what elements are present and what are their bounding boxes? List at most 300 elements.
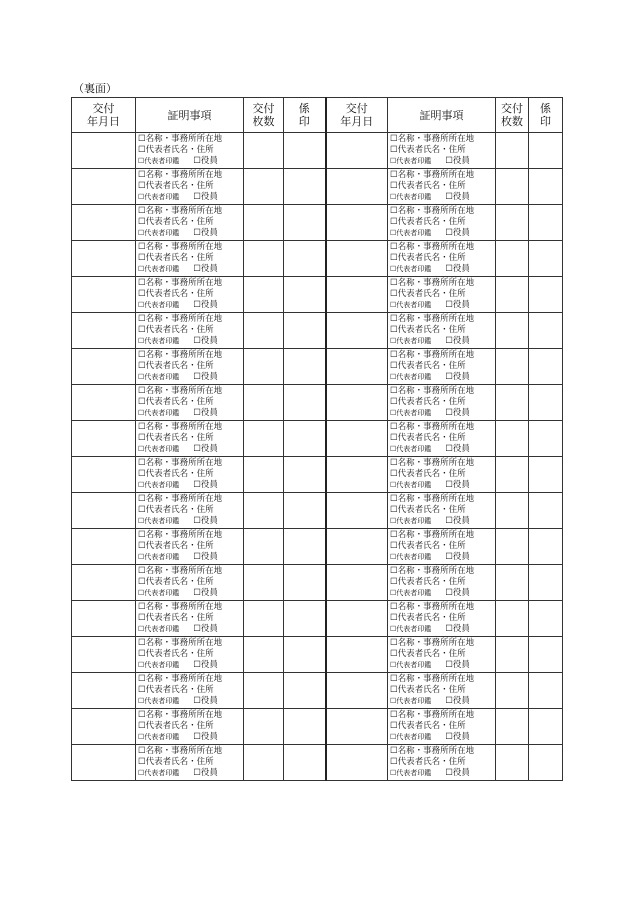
- option-representative[interactable]: ☐代表者氏名・住所: [138, 289, 214, 299]
- clerk-seal-cell[interactable]: [284, 565, 326, 601]
- option-rep-seal[interactable]: ☐代表者印鑑: [138, 733, 180, 741]
- certificate-items-cell[interactable]: [136, 745, 244, 781]
- delivery-date-cell[interactable]: [72, 601, 136, 637]
- delivery-date-cell[interactable]: [72, 133, 136, 169]
- certificate-items-cell[interactable]: [136, 133, 244, 169]
- option-officer[interactable]: ☐役員: [445, 516, 470, 526]
- table-row: [72, 241, 563, 277]
- option-officer[interactable]: ☐役員: [445, 408, 470, 418]
- option-representative[interactable]: ☐代表者氏名・住所: [390, 757, 466, 767]
- option-officer[interactable]: ☐役員: [445, 192, 470, 202]
- certificate-items-cell[interactable]: [136, 277, 244, 313]
- option-name-address[interactable]: ☐名称・事務所所在地: [138, 746, 223, 756]
- clerk-seal-cell[interactable]: [284, 709, 326, 745]
- delivery-date-cell[interactable]: [72, 673, 136, 709]
- copies-cell[interactable]: [496, 241, 529, 277]
- delivery-date-cell[interactable]: [326, 349, 388, 385]
- table-row: [72, 457, 563, 493]
- option-name-address[interactable]: ☐名称・事務所所在地: [138, 638, 223, 648]
- option-representative[interactable]: ☐代表者氏名・住所: [138, 541, 214, 551]
- header-copies-left: 交付 枚数: [244, 98, 284, 133]
- option-representative[interactable]: ☐代表者氏名・住所: [138, 613, 214, 623]
- delivery-date-cell[interactable]: [72, 493, 136, 529]
- option-rep-seal[interactable]: ☐代表者印鑑: [138, 481, 180, 489]
- option-officer[interactable]: ☐役員: [193, 444, 218, 454]
- delivery-date-cell[interactable]: [72, 421, 136, 457]
- certificate-items-cell[interactable]: [388, 529, 496, 565]
- copies-cell[interactable]: [244, 709, 284, 745]
- option-representative[interactable]: ☐代表者氏名・住所: [138, 361, 214, 371]
- certificate-items-cell[interactable]: [136, 349, 244, 385]
- clerk-seal-cell[interactable]: [284, 529, 326, 565]
- certificate-items-cell[interactable]: [136, 637, 244, 673]
- table-row: [72, 637, 563, 673]
- option-rep-seal[interactable]: ☐代表者印鑑: [390, 661, 432, 669]
- option-name-address[interactable]: ☐名称・事務所所在地: [390, 242, 475, 252]
- option-rep-seal[interactable]: ☐代表者印鑑: [390, 589, 432, 597]
- copies-cell[interactable]: [244, 421, 284, 457]
- clerk-seal-cell[interactable]: [529, 241, 563, 277]
- certificate-items-cell[interactable]: [136, 385, 244, 421]
- delivery-date-cell[interactable]: [326, 205, 388, 241]
- option-rep-seal[interactable]: ☐代表者印鑑: [390, 229, 432, 237]
- certificate-items-cell[interactable]: [136, 313, 244, 349]
- clerk-seal-cell[interactable]: [529, 169, 563, 205]
- header-row: [72, 98, 563, 133]
- option-rep-seal[interactable]: ☐代表者印鑑: [390, 301, 432, 309]
- option-officer[interactable]: ☐役員: [193, 552, 218, 562]
- option-representative[interactable]: ☐代表者氏名・住所: [138, 685, 214, 695]
- certificate-items-cell[interactable]: [136, 205, 244, 241]
- option-officer[interactable]: ☐役員: [445, 444, 470, 454]
- option-representative[interactable]: ☐代表者氏名・住所: [138, 217, 214, 227]
- option-representative[interactable]: ☐代表者氏名・住所: [390, 649, 466, 659]
- option-representative[interactable]: ☐代表者氏名・住所: [138, 469, 214, 479]
- certificate-items-cell[interactable]: [388, 673, 496, 709]
- option-rep-seal[interactable]: ☐代表者印鑑: [138, 589, 180, 597]
- option-name-address[interactable]: ☐名称・事務所所在地: [138, 350, 223, 360]
- clerk-seal-cell[interactable]: [284, 313, 326, 349]
- table-row: [72, 133, 563, 169]
- option-representative[interactable]: ☐代表者氏名・住所: [390, 397, 466, 407]
- copies-cell[interactable]: [496, 277, 529, 313]
- table-row: [72, 529, 563, 565]
- copies-cell[interactable]: [496, 709, 529, 745]
- issuance-register-table: [71, 97, 563, 781]
- certificate-items-cell[interactable]: [388, 133, 496, 169]
- clerk-seal-cell[interactable]: [284, 277, 326, 313]
- copies-cell[interactable]: [496, 421, 529, 457]
- certificate-items-cell[interactable]: [388, 745, 496, 781]
- delivery-date-cell[interactable]: [72, 745, 136, 781]
- option-name-address[interactable]: ☐名称・事務所所在地: [390, 602, 475, 612]
- certificate-items-cell[interactable]: [136, 709, 244, 745]
- option-representative[interactable]: ☐代表者氏名・住所: [390, 217, 466, 227]
- copies-cell[interactable]: [244, 601, 284, 637]
- option-representative[interactable]: ☐代表者氏名・住所: [138, 721, 214, 731]
- option-officer[interactable]: ☐役員: [445, 624, 470, 634]
- option-representative[interactable]: ☐代表者氏名・住所: [390, 541, 466, 551]
- delivery-date-cell[interactable]: [72, 709, 136, 745]
- option-representative[interactable]: ☐代表者氏名・住所: [138, 577, 214, 587]
- option-rep-seal[interactable]: ☐代表者印鑑: [138, 337, 180, 345]
- option-officer[interactable]: ☐役員: [193, 408, 218, 418]
- copies-cell[interactable]: [244, 493, 284, 529]
- clerk-seal-cell[interactable]: [284, 673, 326, 709]
- option-officer[interactable]: ☐役員: [445, 768, 470, 778]
- option-name-address[interactable]: ☐名称・事務所所在地: [138, 494, 223, 504]
- option-name-address[interactable]: ☐名称・事務所所在地: [390, 350, 475, 360]
- clerk-seal-cell[interactable]: [284, 169, 326, 205]
- delivery-date-cell[interactable]: [72, 385, 136, 421]
- copies-cell[interactable]: [496, 745, 529, 781]
- delivery-date-cell[interactable]: [326, 457, 388, 493]
- certificate-items-cell[interactable]: [388, 493, 496, 529]
- option-officer[interactable]: ☐役員: [193, 768, 218, 778]
- option-rep-seal[interactable]: ☐代表者印鑑: [390, 697, 432, 705]
- clerk-seal-cell[interactable]: [284, 421, 326, 457]
- copies-cell[interactable]: [244, 565, 284, 601]
- option-officer[interactable]: ☐役員: [193, 696, 218, 706]
- delivery-date-cell[interactable]: [72, 169, 136, 205]
- copies-cell[interactable]: [496, 493, 529, 529]
- clerk-seal-cell[interactable]: [529, 709, 563, 745]
- option-rep-seal[interactable]: ☐代表者印鑑: [390, 157, 432, 165]
- option-officer[interactable]: ☐役員: [445, 228, 470, 238]
- copies-cell[interactable]: [244, 169, 284, 205]
- copies-cell[interactable]: [496, 133, 529, 169]
- copies-cell[interactable]: [496, 313, 529, 349]
- option-rep-seal[interactable]: ☐代表者印鑑: [390, 445, 432, 453]
- copies-cell[interactable]: [244, 673, 284, 709]
- option-rep-seal[interactable]: ☐代表者印鑑: [138, 193, 180, 201]
- option-representative[interactable]: ☐代表者氏名・住所: [138, 649, 214, 659]
- delivery-date-cell[interactable]: [326, 277, 388, 313]
- delivery-date-cell[interactable]: [326, 133, 388, 169]
- option-rep-seal[interactable]: ☐代表者印鑑: [138, 661, 180, 669]
- header-copies-right: 交付 枚数: [496, 98, 529, 133]
- copies-cell[interactable]: [244, 745, 284, 781]
- option-officer[interactable]: ☐役員: [193, 588, 218, 598]
- clerk-seal-cell[interactable]: [284, 241, 326, 277]
- delivery-date-cell[interactable]: [72, 637, 136, 673]
- delivery-date-cell[interactable]: [72, 241, 136, 277]
- copies-cell[interactable]: [244, 457, 284, 493]
- option-rep-seal[interactable]: ☐代表者印鑑: [138, 553, 180, 561]
- option-rep-seal[interactable]: ☐代表者印鑑: [138, 265, 180, 273]
- option-officer[interactable]: ☐役員: [193, 300, 218, 310]
- delivery-date-cell[interactable]: [326, 241, 388, 277]
- clerk-seal-cell[interactable]: [529, 133, 563, 169]
- option-name-address[interactable]: ☐名称・事務所所在地: [138, 602, 223, 612]
- clerk-seal-cell[interactable]: [284, 349, 326, 385]
- certificate-items-cell[interactable]: [388, 349, 496, 385]
- option-name-address[interactable]: ☐名称・事務所所在地: [138, 314, 223, 324]
- option-representative[interactable]: ☐代表者氏名・住所: [138, 397, 214, 407]
- option-name-address[interactable]: ☐名称・事務所所在地: [138, 530, 223, 540]
- option-representative[interactable]: ☐代表者氏名・住所: [390, 181, 466, 191]
- option-officer[interactable]: ☐役員: [445, 336, 470, 346]
- copies-cell[interactable]: [496, 205, 529, 241]
- clerk-seal-cell[interactable]: [284, 493, 326, 529]
- delivery-date-cell[interactable]: [326, 493, 388, 529]
- option-rep-seal[interactable]: ☐代表者印鑑: [138, 157, 180, 165]
- option-representative[interactable]: ☐代表者氏名・住所: [390, 469, 466, 479]
- option-representative[interactable]: ☐代表者氏名・住所: [138, 253, 214, 263]
- option-officer[interactable]: ☐役員: [445, 552, 470, 562]
- clerk-seal-cell[interactable]: [529, 421, 563, 457]
- certificate-items-cell[interactable]: [388, 709, 496, 745]
- certificate-items-cell[interactable]: [388, 241, 496, 277]
- option-representative[interactable]: ☐代表者氏名・住所: [390, 433, 466, 443]
- header-delivery-date-left: 交付 年月日: [72, 98, 136, 133]
- option-name-address[interactable]: ☐名称・事務所所在地: [390, 638, 475, 648]
- option-name-address[interactable]: ☐名称・事務所所在地: [390, 386, 475, 396]
- option-rep-seal[interactable]: ☐代表者印鑑: [390, 733, 432, 741]
- copies-cell[interactable]: [496, 529, 529, 565]
- clerk-seal-cell[interactable]: [529, 529, 563, 565]
- option-representative[interactable]: ☐代表者氏名・住所: [390, 577, 466, 587]
- copies-cell[interactable]: [496, 637, 529, 673]
- option-officer[interactable]: ☐役員: [193, 624, 218, 634]
- delivery-date-cell[interactable]: [72, 457, 136, 493]
- clerk-seal-cell[interactable]: [529, 493, 563, 529]
- clerk-seal-cell[interactable]: [284, 637, 326, 673]
- certificate-items-cell[interactable]: [136, 493, 244, 529]
- certificate-items-cell[interactable]: [388, 637, 496, 673]
- option-officer[interactable]: ☐役員: [445, 156, 470, 166]
- option-officer[interactable]: ☐役員: [445, 480, 470, 490]
- option-name-address[interactable]: ☐名称・事務所所在地: [390, 458, 475, 468]
- option-rep-seal[interactable]: ☐代表者印鑑: [390, 553, 432, 561]
- copies-cell[interactable]: [244, 241, 284, 277]
- certificate-items-cell[interactable]: [136, 457, 244, 493]
- option-representative[interactable]: ☐代表者氏名・住所: [390, 361, 466, 371]
- option-officer[interactable]: ☐役員: [193, 660, 218, 670]
- option-name-address[interactable]: ☐名称・事務所所在地: [390, 566, 475, 576]
- option-name-address[interactable]: ☐名称・事務所所在地: [390, 134, 475, 144]
- certificate-items-cell[interactable]: [388, 385, 496, 421]
- delivery-date-cell[interactable]: [326, 709, 388, 745]
- option-representative[interactable]: ☐代表者氏名・住所: [390, 613, 466, 623]
- option-rep-seal[interactable]: ☐代表者印鑑: [390, 373, 432, 381]
- option-rep-seal[interactable]: ☐代表者印鑑: [390, 337, 432, 345]
- option-officer[interactable]: ☐役員: [445, 696, 470, 706]
- clerk-seal-cell[interactable]: [529, 601, 563, 637]
- delivery-date-cell[interactable]: [72, 349, 136, 385]
- option-officer[interactable]: ☐役員: [193, 156, 218, 166]
- copies-cell[interactable]: [244, 205, 284, 241]
- copies-cell[interactable]: [244, 133, 284, 169]
- copies-cell[interactable]: [244, 385, 284, 421]
- delivery-date-cell[interactable]: [326, 565, 388, 601]
- option-officer[interactable]: ☐役員: [445, 300, 470, 310]
- option-representative[interactable]: ☐代表者氏名・住所: [138, 757, 214, 767]
- clerk-seal-cell[interactable]: [529, 673, 563, 709]
- option-name-address[interactable]: ☐名称・事務所所在地: [138, 242, 223, 252]
- delivery-date-cell[interactable]: [326, 529, 388, 565]
- clerk-seal-cell[interactable]: [284, 205, 326, 241]
- clerk-seal-cell[interactable]: [529, 205, 563, 241]
- copies-cell[interactable]: [496, 601, 529, 637]
- clerk-seal-cell[interactable]: [284, 133, 326, 169]
- delivery-date-cell[interactable]: [326, 313, 388, 349]
- option-rep-seal[interactable]: ☐代表者印鑑: [138, 445, 180, 453]
- option-representative[interactable]: ☐代表者氏名・住所: [138, 325, 214, 335]
- delivery-date-cell[interactable]: [326, 169, 388, 205]
- delivery-date-cell[interactable]: [326, 385, 388, 421]
- option-officer[interactable]: ☐役員: [445, 660, 470, 670]
- option-name-address[interactable]: ☐名称・事務所所在地: [390, 278, 475, 288]
- clerk-seal-cell[interactable]: [529, 385, 563, 421]
- option-rep-seal[interactable]: ☐代表者印鑑: [138, 517, 180, 525]
- option-name-address[interactable]: ☐名称・事務所所在地: [390, 710, 475, 720]
- option-name-address[interactable]: ☐名称・事務所所在地: [138, 458, 223, 468]
- clerk-seal-cell[interactable]: [529, 277, 563, 313]
- option-rep-seal[interactable]: ☐代表者印鑑: [138, 769, 180, 777]
- copies-cell[interactable]: [244, 349, 284, 385]
- option-representative[interactable]: ☐代表者氏名・住所: [390, 145, 466, 155]
- option-rep-seal[interactable]: ☐代表者印鑑: [390, 193, 432, 201]
- option-name-address[interactable]: ☐名称・事務所所在地: [138, 206, 223, 216]
- option-officer[interactable]: ☐役員: [445, 588, 470, 598]
- option-name-address[interactable]: ☐名称・事務所所在地: [138, 278, 223, 288]
- copies-cell[interactable]: [496, 565, 529, 601]
- option-name-address[interactable]: ☐名称・事務所所在地: [390, 494, 475, 504]
- clerk-seal-cell[interactable]: [284, 601, 326, 637]
- option-name-address[interactable]: ☐名称・事務所所在地: [390, 746, 475, 756]
- option-representative[interactable]: ☐代表者氏名・住所: [390, 505, 466, 515]
- delivery-date-cell[interactable]: [326, 637, 388, 673]
- option-name-address[interactable]: ☐名称・事務所所在地: [138, 134, 223, 144]
- certificate-items-cell[interactable]: [136, 421, 244, 457]
- option-representative[interactable]: ☐代表者氏名・住所: [138, 505, 214, 515]
- clerk-seal-cell[interactable]: [529, 565, 563, 601]
- option-officer[interactable]: ☐役員: [193, 732, 218, 742]
- delivery-date-cell[interactable]: [72, 529, 136, 565]
- option-rep-seal[interactable]: ☐代表者印鑑: [390, 409, 432, 417]
- option-officer[interactable]: ☐役員: [193, 480, 218, 490]
- option-name-address[interactable]: ☐名称・事務所所在地: [390, 530, 475, 540]
- option-rep-seal[interactable]: ☐代表者印鑑: [138, 697, 180, 705]
- certificate-items-cell[interactable]: [136, 565, 244, 601]
- certificate-items-cell[interactable]: [136, 601, 244, 637]
- option-rep-seal[interactable]: ☐代表者印鑑: [138, 373, 180, 381]
- certificate-items-cell[interactable]: [388, 277, 496, 313]
- option-rep-seal[interactable]: ☐代表者印鑑: [138, 301, 180, 309]
- table-row: [72, 205, 563, 241]
- option-name-address[interactable]: ☐名称・事務所所在地: [390, 674, 475, 684]
- copies-cell[interactable]: [496, 673, 529, 709]
- option-name-address[interactable]: ☐名称・事務所所在地: [390, 314, 475, 324]
- option-name-address[interactable]: ☐名称・事務所所在地: [390, 206, 475, 216]
- delivery-date-cell[interactable]: [326, 745, 388, 781]
- copies-cell[interactable]: [244, 637, 284, 673]
- option-representative[interactable]: ☐代表者氏名・住所: [138, 433, 214, 443]
- certificate-items-cell[interactable]: [388, 601, 496, 637]
- option-rep-seal[interactable]: ☐代表者印鑑: [138, 229, 180, 237]
- option-officer[interactable]: ☐役員: [445, 264, 470, 274]
- copies-cell[interactable]: [244, 277, 284, 313]
- option-rep-seal[interactable]: ☐代表者印鑑: [390, 625, 432, 633]
- delivery-date-cell[interactable]: [326, 673, 388, 709]
- option-name-address[interactable]: ☐名称・事務所所在地: [138, 170, 223, 180]
- certificate-items-cell[interactable]: [136, 529, 244, 565]
- delivery-date-cell[interactable]: [72, 277, 136, 313]
- copies-cell[interactable]: [496, 385, 529, 421]
- certificate-items-cell[interactable]: [136, 673, 244, 709]
- delivery-date-cell[interactable]: [72, 205, 136, 241]
- certificate-items-cell[interactable]: [388, 457, 496, 493]
- option-officer[interactable]: ☐役員: [193, 336, 218, 346]
- copies-cell[interactable]: [496, 349, 529, 385]
- option-representative[interactable]: ☐代表者氏名・住所: [390, 289, 466, 299]
- option-rep-seal[interactable]: ☐代表者印鑑: [390, 517, 432, 525]
- option-representative[interactable]: ☐代表者氏名・住所: [138, 181, 214, 191]
- copies-cell[interactable]: [496, 457, 529, 493]
- option-name-address[interactable]: ☐名称・事務所所在地: [138, 386, 223, 396]
- clerk-seal-cell[interactable]: [529, 745, 563, 781]
- option-name-address[interactable]: ☐名称・事務所所在地: [138, 674, 223, 684]
- option-officer[interactable]: ☐役員: [445, 372, 470, 382]
- copies-cell[interactable]: [496, 169, 529, 205]
- option-officer[interactable]: ☐役員: [193, 228, 218, 238]
- option-name-address[interactable]: ☐名称・事務所所在地: [390, 170, 475, 180]
- option-officer[interactable]: ☐役員: [445, 732, 470, 742]
- clerk-seal-cell[interactable]: [284, 385, 326, 421]
- option-rep-seal[interactable]: ☐代表者印鑑: [390, 769, 432, 777]
- option-representative[interactable]: ☐代表者氏名・住所: [390, 253, 466, 263]
- option-officer[interactable]: ☐役員: [193, 192, 218, 202]
- option-name-address[interactable]: ☐名称・事務所所在地: [138, 422, 223, 432]
- option-officer[interactable]: ☐役員: [193, 372, 218, 382]
- option-representative[interactable]: ☐代表者氏名・住所: [390, 721, 466, 731]
- option-rep-seal[interactable]: ☐代表者印鑑: [390, 481, 432, 489]
- clerk-seal-cell[interactable]: [529, 349, 563, 385]
- option-officer[interactable]: ☐役員: [193, 516, 218, 526]
- clerk-seal-cell[interactable]: [284, 457, 326, 493]
- option-name-address[interactable]: ☐名称・事務所所在地: [390, 422, 475, 432]
- option-representative[interactable]: ☐代表者氏名・住所: [390, 325, 466, 335]
- option-rep-seal[interactable]: ☐代表者印鑑: [138, 625, 180, 633]
- certificate-items-cell[interactable]: [388, 169, 496, 205]
- clerk-seal-cell[interactable]: [529, 637, 563, 673]
- delivery-date-cell[interactable]: [72, 313, 136, 349]
- option-rep-seal[interactable]: ☐代表者印鑑: [390, 265, 432, 273]
- delivery-date-cell[interactable]: [72, 565, 136, 601]
- certificate-items-cell[interactable]: [388, 565, 496, 601]
- delivery-date-cell[interactable]: [326, 421, 388, 457]
- option-rep-seal[interactable]: ☐代表者印鑑: [138, 409, 180, 417]
- certificate-items-cell[interactable]: [136, 169, 244, 205]
- copies-cell[interactable]: [244, 529, 284, 565]
- clerk-seal-cell[interactable]: [529, 313, 563, 349]
- delivery-date-cell[interactable]: [326, 601, 388, 637]
- certificate-items-cell[interactable]: [388, 421, 496, 457]
- clerk-seal-cell[interactable]: [529, 457, 563, 493]
- option-representative[interactable]: ☐代表者氏名・住所: [138, 145, 214, 155]
- clerk-seal-cell[interactable]: [284, 745, 326, 781]
- option-representative[interactable]: ☐代表者氏名・住所: [390, 685, 466, 695]
- option-name-address[interactable]: ☐名称・事務所所在地: [138, 566, 223, 576]
- option-officer[interactable]: ☐役員: [193, 264, 218, 274]
- copies-cell[interactable]: [244, 313, 284, 349]
- certificate-items-cell[interactable]: [388, 313, 496, 349]
- table-row: [72, 673, 563, 709]
- option-name-address[interactable]: ☐名称・事務所所在地: [138, 710, 223, 720]
- certificate-items-cell[interactable]: [388, 205, 496, 241]
- certificate-items-cell[interactable]: [136, 241, 244, 277]
